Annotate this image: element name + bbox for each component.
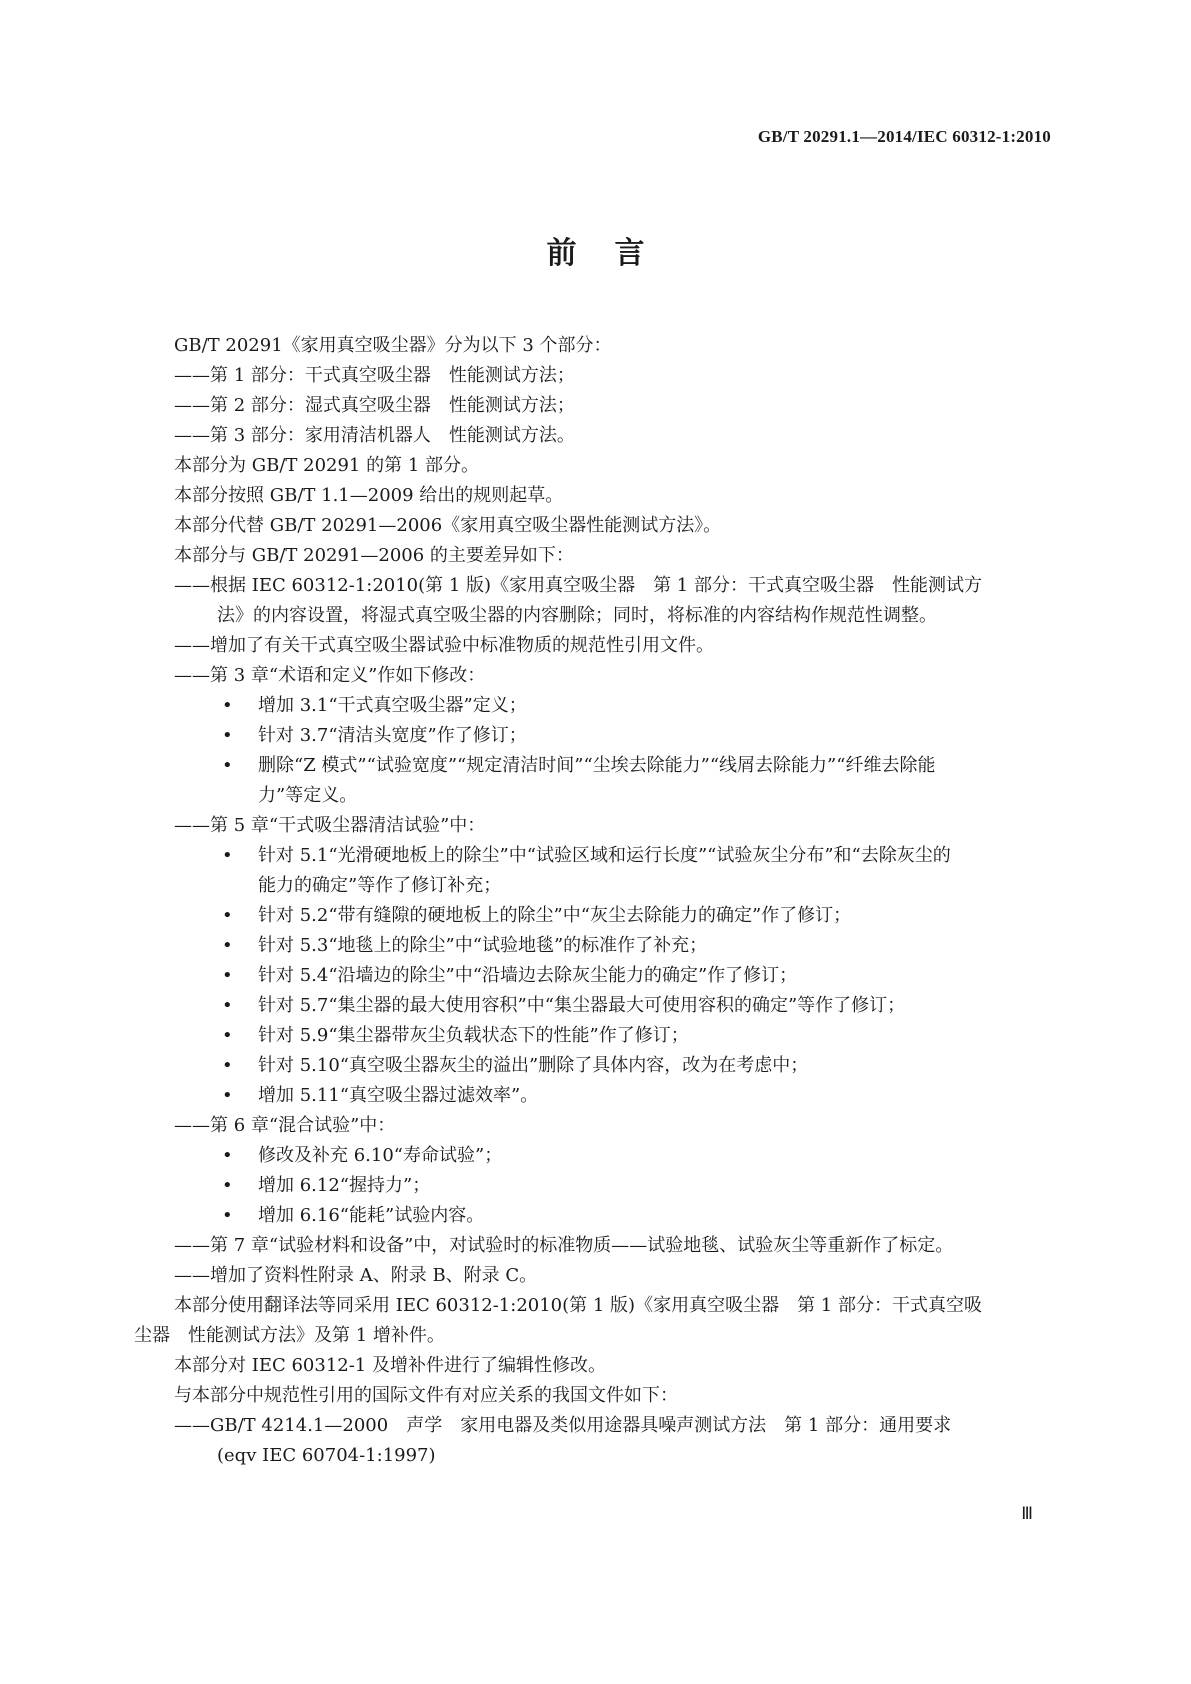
bullet-item: • 增加 6.16“能耗”试验内容。: [134, 1201, 1056, 1231]
difference-item: ——第 7 章“试验材料和设备”中，对试验时的标准物质——试验地毯、试验灰尘等重新作了标定。: [174, 1235, 954, 1256]
bullet-item: • 增加 5.11“真空吸尘器过滤效率”。: [134, 1081, 1056, 1111]
intro-paragraph: GB/T 20291《家用真空吸尘器》分为以下 3 个部分：: [174, 335, 612, 356]
bullet-item: • 增加 6.12“握持力”；: [134, 1171, 1056, 1201]
paragraph-continuation: 尘器 性能测试方法》及第 1 增补件。: [134, 1325, 445, 1346]
reference-item-continuation: (eqv IEC 60704-1:1997): [217, 1445, 436, 1466]
page-number: Ⅲ: [1021, 1504, 1033, 1523]
reference-item: ——GB/T 4214.1—2000 声学 家用电器及类似用途器具噪声测试方法 第 1 部分：通用要求: [174, 1415, 952, 1436]
paragraph: 本部分与 GB/T 20291—2006 的主要差异如下：: [174, 545, 574, 566]
bullet-continuation: 力”等定义。: [258, 785, 358, 806]
paragraph: 本部分使用翻译法等同采用 IEC 60312-1:2010(第 1 版)《家用真空吸尘器 第 1 部分：干式真空吸: [174, 1295, 982, 1316]
difference-item: ——第 6 章“混合试验”中：: [174, 1115, 396, 1136]
paragraph: 与本部分中规范性引用的国际文件有对应关系的我国文件如下：: [174, 1385, 678, 1406]
bullet-item: • 针对 5.4“沿墙边的除尘”中“沿墙边去除灰尘能力的确定”作了修订；: [134, 961, 1056, 991]
difference-item-continuation: 法》的内容设置，将湿式真空吸尘器的内容删除；同时，将标准的内容结构作规范性调整。: [217, 605, 937, 626]
bullet-item: • 删除“Z 模式”“试验宽度”“规定清洁时间”“尘埃去除能力”“线屑去除能力”“纤维去除能: [134, 751, 1056, 781]
part-list-item: ——第 2 部分：湿式真空吸尘器 性能测试方法；: [174, 395, 575, 416]
difference-item: ——第 5 章“干式吸尘器清洁试验”中：: [174, 815, 486, 836]
bullet-continuation: 能力的确定”等作了修订补充；: [258, 875, 502, 896]
paragraph: 本部分对 IEC 60312-1 及增补件进行了编辑性修改。: [174, 1355, 606, 1376]
bullet-item: • 针对 5.1“光滑硬地板上的除尘”中“试验区域和运行长度”“试验灰尘分布”和“去除灰尘的: [134, 841, 1056, 871]
difference-item: ——根据 IEC 60312-1:2010(第 1 版)《家用真空吸尘器 第 1 部分：干式真空吸尘器 性能测试方: [174, 575, 982, 596]
difference-item: ——第 3 章“术语和定义”作如下修改：: [174, 665, 486, 686]
page-title: 前言: [546, 236, 683, 271]
bullet-item: • 针对 5.10“真空吸尘器灰尘的溢出”删除了具体内容，改为在考虑中；: [134, 1051, 1056, 1081]
bullet-item: • 针对 5.7“集尘器的最大使用容积”中“集尘器最大可使用容积的确定”等作了修订；: [134, 991, 1056, 1021]
document-body: [134, 331, 1056, 1471]
paragraph: 本部分代替 GB/T 20291—2006《家用真空吸尘器性能测试方法》。: [174, 515, 722, 536]
part-list-item: ——第 1 部分：干式真空吸尘器 性能测试方法；: [174, 365, 575, 386]
bullet-item: • 修改及补充 6.10“寿命试验”；: [134, 1141, 1056, 1171]
paragraph: 本部分按照 GB/T 1.1—2009 给出的规则起草。: [174, 485, 564, 506]
bullet-item: • 增加 3.1“干式真空吸尘器”定义；: [134, 691, 1056, 721]
difference-item: ——增加了有关干式真空吸尘器试验中标准物质的规范性引用文件。: [174, 635, 714, 656]
standard-code: GB/T 20291.1—2014/IEC 60312-1:2010: [757, 127, 1051, 146]
bullet-item: • 针对 5.2“带有缝隙的硬地板上的除尘”中“灰尘去除能力的确定”作了修订；: [134, 901, 1056, 931]
bullet-item: • 针对 5.3“地毯上的除尘”中“试验地毯”的标准作了补充；: [134, 931, 1056, 961]
bullet-item: • 针对 5.9“集尘器带灰尘负载状态下的性能”作了修订；: [134, 1021, 1056, 1051]
difference-item: ——增加了资料性附录 A、附录 B、附录 C。: [174, 1265, 538, 1286]
part-list-item: ——第 3 部分：家用清洁机器人 性能测试方法。: [174, 425, 575, 446]
paragraph: 本部分为 GB/T 20291 的第 1 部分。: [174, 455, 479, 476]
bullet-item: • 针对 3.7“清洁头宽度”作了修订；: [134, 721, 1056, 751]
